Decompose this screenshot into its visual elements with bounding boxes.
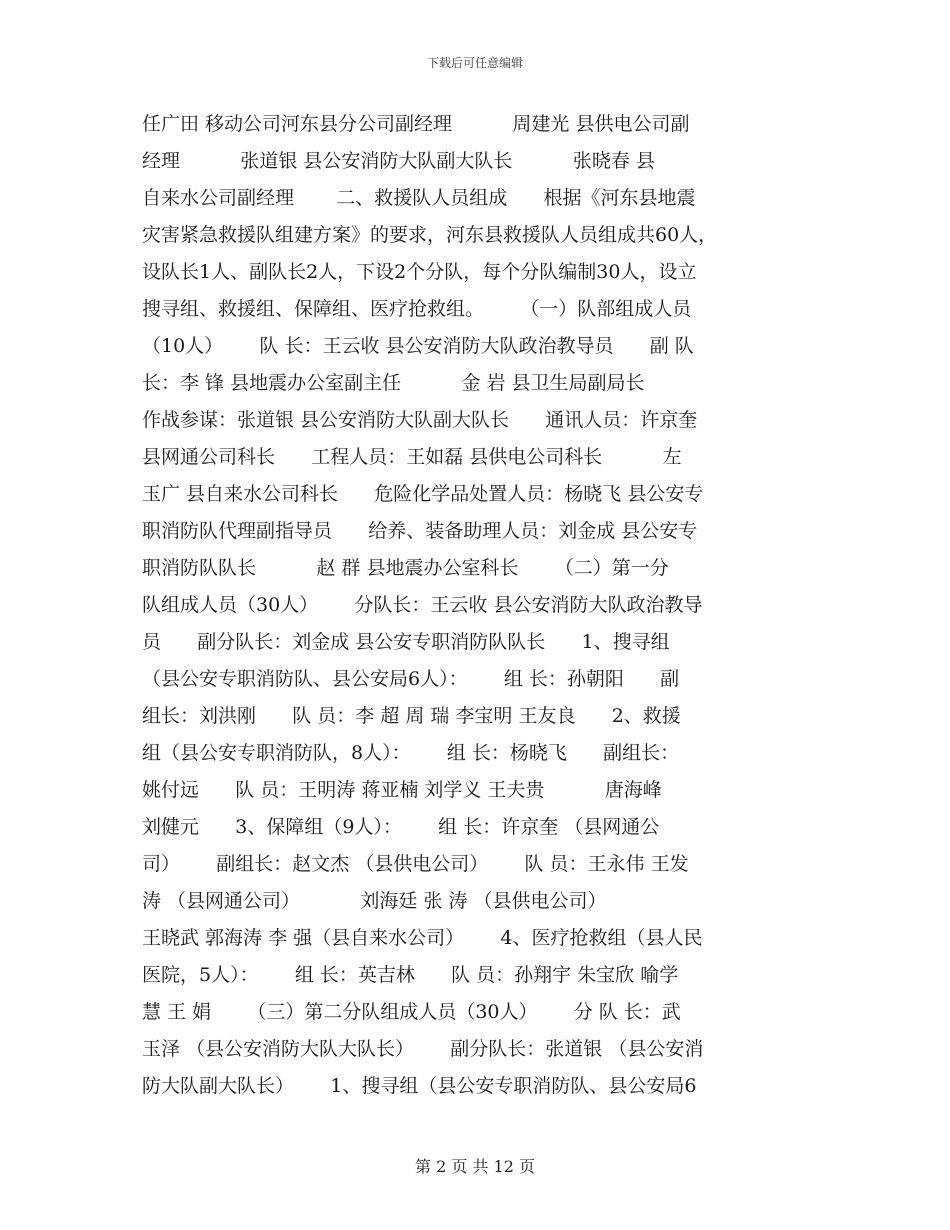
text-line: 灾害紧急救援队组建方案》的要求，河东县救援队人员组成共60人， — [142, 224, 718, 246]
text-line: 职消防队代理副指导员 给养、装备助理人员：刘金成 县公安专 — [142, 520, 698, 542]
text-line: 长：李 锋 县地震办公室副主任 金 岩 县卫生局副局长 — [142, 372, 645, 394]
text-line: 作战参谋：张道银 县公安消防大队副大队长 通讯人员：许京奎 — [142, 409, 698, 431]
text-line: （县公安专职消防队、县公安局6人）： 组 长：孙朝阳 副 — [142, 668, 680, 690]
text-line: 经理 张道银 县公安消防大队副大队长 张晓春 县 — [142, 150, 655, 172]
text-line: 搜寻组、救援组、保障组、医疗抢救组。 （一）队部组成人员 — [142, 298, 692, 320]
text-line: （10人） 队 长：王云收 县公安消防大队政治教导员 副 队 — [142, 335, 694, 357]
text-line: 职消防队队长 赵 群 县地震办公室科长 （二）第一分 — [142, 557, 669, 579]
text-line: 慧 王 娟 （三）第二分队组成人员（30人） 分 队 长：武 — [142, 1001, 681, 1023]
text-line: 刘健元 3、保障组（9人）： 组 长：许京奎 （县网通公 — [142, 816, 660, 838]
text-line: 司） 副组长：赵文杰 （县供电公司） 队 员：王永伟 王发 — [142, 853, 689, 875]
text-line: 玉广 县自来水公司科长 危险化学品处置人员：杨晓飞 县公安专 — [142, 483, 704, 505]
text-line: 设队长1人、副队长2人，下设2个分队，每个分队编制30人，设立 — [142, 261, 697, 283]
text-line: 自来水公司副经理 二、救援队人员组成 根据《河东县地震 — [142, 187, 696, 209]
text-line: 玉泽 （县公安消防大队大队长） 副分队长：张道银 （县公安消 — [142, 1038, 704, 1060]
page-header — [0, 54, 950, 71]
text-line: 员 副分队长：刘金成 县公安专职消防队队长 1、搜寻组 — [142, 631, 670, 653]
text-line: 组（县公安专职消防队，8人）： 组 长：杨晓飞 副组长： — [142, 742, 680, 764]
text-line: 县网通公司科长 工程人员：王如磊 县供电公司科长 左 — [142, 446, 682, 468]
document-body — [142, 106, 810, 1105]
page-footer — [0, 1154, 950, 1177]
text-line: 任广田 移动公司河东县分公司副经理 周建光 县供电公司副 — [142, 113, 690, 135]
text-line: 队组成人员（30人） 分队长：王云收 县公安消防大队政治教导 — [142, 594, 703, 616]
text-line: 姚付远 队 员：王明涛 蒋亚楠 刘学义 王夫贵 唐海峰 — [142, 779, 662, 801]
text-line: 组长：刘洪刚 队 员：李 超 周 瑞 李宝明 王友良 2、救援 — [142, 705, 681, 727]
text-line: 涛 （县网通公司） 刘海廷 张 涛 （县供电公司） — [142, 890, 607, 912]
text-line: 王晓武 郭海涛 李 强（县自来水公司） 4、医疗抢救组（县人民 — [142, 927, 703, 949]
download-edit-note: 下载后可任意编辑 — [426, 56, 523, 70]
page-number: 第 2 页 共 12 页 — [415, 1157, 535, 1176]
text-line: 医院，5人）： 组 长：英吉林 队 员：孙翔宇 朱宝欣 喻学 — [142, 964, 679, 986]
text-line: 防大队副大队长） 1、搜寻组（县公安专职消防队、县公安局6 — [142, 1075, 697, 1097]
